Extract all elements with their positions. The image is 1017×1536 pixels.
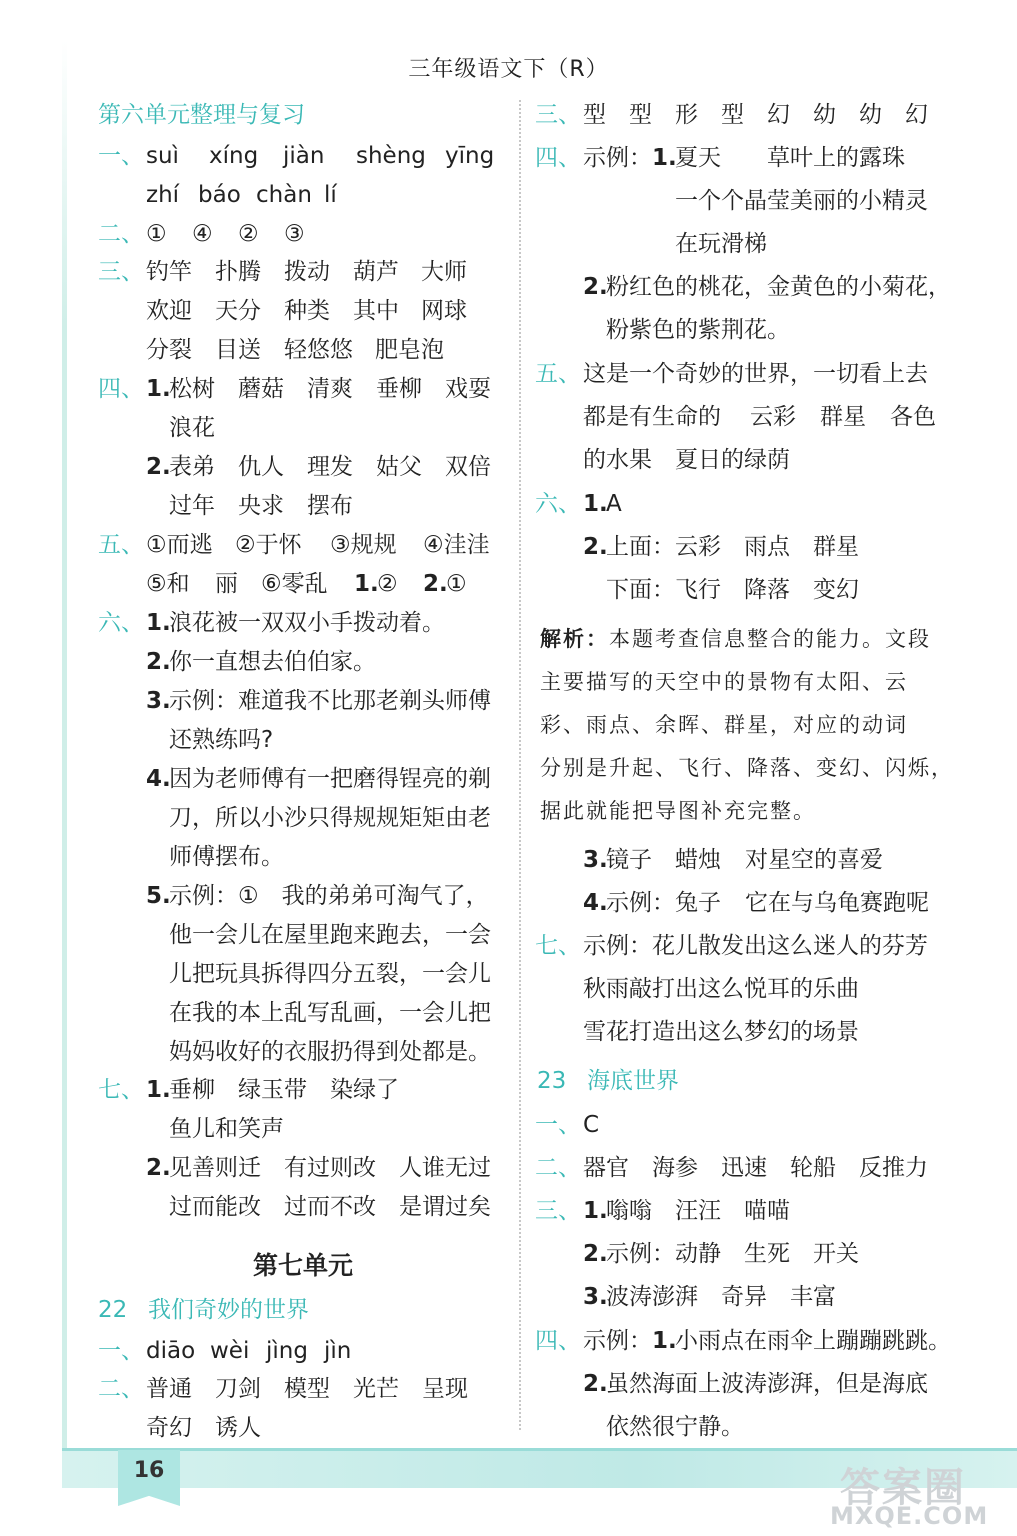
pinyin: wèi bbox=[210, 1338, 250, 1364]
char-answer: 幼 bbox=[813, 102, 836, 128]
analysis-label: 解析： bbox=[540, 627, 609, 651]
l23-s4-label: 四、 bbox=[535, 1328, 581, 1354]
pinyin: yīng bbox=[445, 143, 495, 169]
answer-text: 秋雨敲打出这么悦耳的乐曲 bbox=[583, 976, 859, 1002]
pinyin: suì bbox=[146, 143, 179, 169]
analysis-text: 主要描写的天空中的景物有太阳、云 bbox=[540, 670, 908, 694]
s4-label: 四、 bbox=[535, 145, 581, 171]
answer-item: ① bbox=[146, 221, 167, 247]
word: 海参 bbox=[652, 1155, 698, 1181]
answer-text: 的水果 bbox=[583, 447, 652, 473]
answer-item: ① bbox=[446, 571, 467, 597]
item-number: 2. bbox=[146, 1155, 171, 1181]
s7-label: 七、 bbox=[98, 1077, 144, 1103]
answer-text: 因为老师傅有一把磨得锃亮的剃 bbox=[169, 766, 491, 792]
word: 大师 bbox=[421, 259, 467, 285]
word: 普通 bbox=[146, 1376, 192, 1402]
answer-text: 妈妈收好的衣服扔得到处都是。 bbox=[169, 1039, 491, 1065]
answer-text: 降落 bbox=[744, 577, 790, 603]
s6-label: 六、 bbox=[98, 610, 144, 636]
pinyin: jiàn bbox=[283, 143, 325, 169]
answer-text: 夏天 bbox=[675, 145, 721, 171]
answer-text: 雪花打造出这么梦幻的场景 bbox=[583, 1019, 859, 1045]
char-answer: 型 bbox=[721, 102, 744, 128]
word: 天分 bbox=[215, 298, 261, 324]
item-number: 2. bbox=[423, 571, 448, 597]
idiom: 有过则改 bbox=[284, 1155, 376, 1181]
word: 丰富 bbox=[790, 1284, 836, 1310]
word: 奇异 bbox=[721, 1284, 767, 1310]
item-number: 1. bbox=[354, 571, 379, 597]
unit6-review-title: 第六单元整理与复习 bbox=[98, 102, 305, 128]
char-answer: 型 bbox=[629, 102, 652, 128]
answer-text: 变幻 bbox=[813, 577, 859, 603]
answer-text: 示例：① 我的弟弟可淘气了， bbox=[169, 883, 489, 909]
page-number: 16 bbox=[133, 1458, 165, 1483]
word: 浪花 bbox=[169, 415, 215, 441]
word: 垂柳 bbox=[169, 1077, 215, 1103]
word: 鱼儿和笑声 bbox=[169, 1116, 284, 1142]
word: 钓竿 bbox=[146, 259, 192, 285]
word: 呈现 bbox=[422, 1376, 468, 1402]
idiom: 过而不改 bbox=[284, 1194, 376, 1220]
answer-text: 刀，所以小沙只得规规矩矩由老 bbox=[169, 805, 491, 831]
word: 拨动 bbox=[284, 259, 330, 285]
item-number: 2. bbox=[583, 1371, 608, 1397]
word: 摆布 bbox=[307, 493, 353, 519]
page-left-frame bbox=[62, 40, 67, 1480]
s2-label: 二、 bbox=[98, 221, 144, 247]
answer-text: 浪花被一双双小手拨动着。 bbox=[169, 610, 445, 636]
word: 分裂 bbox=[146, 337, 192, 363]
item-number: 1. bbox=[583, 491, 608, 517]
answer-text: 儿把玩具拆得四分五裂，一会儿 bbox=[169, 961, 491, 987]
analysis-text: 分别是升起、飞行、降落、变幻、闪烁， bbox=[540, 756, 954, 780]
word: 网球 bbox=[421, 298, 467, 324]
analysis-text: 本题考查信息整合的能力。文段 bbox=[609, 627, 931, 651]
word: 轮船 bbox=[790, 1155, 836, 1181]
answer-text: 飞行 bbox=[675, 577, 721, 603]
idiom: 是谓过矣 bbox=[399, 1194, 491, 1220]
answer-item: 丽 bbox=[215, 571, 238, 597]
pinyin: diāo bbox=[146, 1338, 196, 1364]
answer-item: ③规规 bbox=[330, 532, 397, 558]
item-number: 3. bbox=[146, 688, 171, 714]
word: 刀剑 bbox=[215, 1376, 261, 1402]
word: 奇幻 bbox=[146, 1415, 192, 1441]
answer-text: 云彩 bbox=[750, 404, 796, 430]
char-answer: 形 bbox=[675, 102, 698, 128]
word: 绿玉带 bbox=[238, 1077, 307, 1103]
answer-text: 在玩滑梯 bbox=[675, 231, 767, 257]
word: 迅速 bbox=[721, 1155, 767, 1181]
footer-line bbox=[62, 1448, 1017, 1451]
pinyin: zhí bbox=[146, 182, 180, 208]
idiom: 过而能改 bbox=[169, 1194, 261, 1220]
l22-s2-label: 二、 bbox=[98, 1376, 144, 1402]
answer-text: 蜡烛 bbox=[675, 847, 721, 873]
item-number: 3. bbox=[583, 1284, 608, 1310]
analysis-text: 据此就能把导图补充完整。 bbox=[540, 799, 816, 823]
answer-text: 小雨点在雨伞上蹦蹦跳跳。 bbox=[675, 1328, 951, 1354]
unit7-title: 第七单元 bbox=[252, 1251, 353, 1280]
answer-item: ①而逃 bbox=[146, 532, 213, 558]
word: 双倍 bbox=[445, 454, 491, 480]
answer-text: C bbox=[583, 1112, 600, 1138]
word: 光芒 bbox=[353, 1376, 399, 1402]
s3-label: 三、 bbox=[535, 102, 581, 128]
item-number: 1. bbox=[652, 1328, 677, 1354]
word: 喵喵 bbox=[744, 1198, 790, 1224]
word: 反推力 bbox=[859, 1155, 928, 1181]
answer-text: 镜子 bbox=[606, 847, 652, 873]
answer-text: 对星空的喜爱 bbox=[745, 847, 883, 873]
word: 蘑菇 bbox=[238, 376, 284, 402]
word: 肥皂泡 bbox=[375, 337, 444, 363]
answer-text: 他一会儿在屋里跑来跑去，一会 bbox=[169, 922, 491, 948]
word: 示例：动静 bbox=[606, 1241, 721, 1267]
answer-text: 雨点 bbox=[744, 534, 790, 560]
item-number: 4. bbox=[146, 766, 171, 792]
answer-text: 粉红色的桃花，金黄色的小菊花， bbox=[606, 274, 951, 300]
answer-text: 在我的本上乱写乱画，一会儿把 bbox=[169, 1000, 491, 1026]
idiom: 人谁无过 bbox=[399, 1155, 491, 1181]
example-prefix: 示例： bbox=[583, 1328, 652, 1354]
l23-s2-label: 二、 bbox=[535, 1155, 581, 1181]
row-label: 上面： bbox=[606, 534, 675, 560]
word: 仇人 bbox=[238, 454, 284, 480]
char-answer: 型 bbox=[583, 102, 606, 128]
answer-text: 云彩 bbox=[675, 534, 721, 560]
column-divider bbox=[519, 100, 521, 1430]
item-number: 2. bbox=[583, 1241, 608, 1267]
word: 染绿了 bbox=[330, 1077, 399, 1103]
answer-item: ④ bbox=[192, 221, 213, 247]
watermark-text: 答案圈 bbox=[840, 1465, 966, 1511]
word: 松树 bbox=[169, 376, 215, 402]
word: 种类 bbox=[284, 298, 330, 324]
analysis-line bbox=[540, 624, 931, 654]
word: 表弟 bbox=[169, 454, 215, 480]
answer-text: 一个个晶莹美丽的小精灵 bbox=[675, 188, 928, 214]
answer-text: 示例：花儿散发出这么迷人的芬芳 bbox=[583, 933, 928, 959]
word: 理发 bbox=[307, 454, 353, 480]
answer-item: ⑥零乱 bbox=[261, 571, 328, 597]
answer-text: 还熟练吗? bbox=[169, 727, 274, 753]
item-number: 1. bbox=[652, 145, 677, 171]
answer-item: ②于怀 bbox=[235, 532, 302, 558]
item-number: 2. bbox=[146, 649, 171, 675]
item-number: 1. bbox=[583, 1198, 608, 1224]
pinyin: báo bbox=[198, 182, 241, 208]
answer-item: ④洼洼 bbox=[423, 532, 490, 558]
pinyin: jìn bbox=[324, 1338, 352, 1364]
word: 波涛澎湃 bbox=[606, 1284, 698, 1310]
word: 其中 bbox=[353, 298, 399, 324]
answer-text: 示例：难道我不比那老剃头师傅 bbox=[169, 688, 491, 714]
item-number: 1. bbox=[146, 1077, 171, 1103]
analysis-text: 彩、雨点、余晖、群星，对应的动词 bbox=[540, 713, 908, 737]
answer-text: 师傅摆布。 bbox=[169, 844, 284, 870]
word: 嗡嗡 bbox=[606, 1198, 652, 1224]
s7-label: 七、 bbox=[535, 933, 581, 959]
answer-text: 依然很宁静。 bbox=[606, 1414, 744, 1440]
answer-text: 虽然海面上波涛澎湃，但是海底 bbox=[606, 1371, 928, 1397]
l23-s3-label: 三、 bbox=[535, 1198, 581, 1224]
word: 垂柳 bbox=[376, 376, 422, 402]
char-answer: 幼 bbox=[859, 102, 882, 128]
lesson23-number: 23 bbox=[537, 1068, 567, 1094]
word: 戏耍 bbox=[445, 376, 491, 402]
word: 器官 bbox=[583, 1155, 629, 1181]
s4-label: 四、 bbox=[98, 376, 144, 402]
answer-text: 它在与乌龟赛跑呢 bbox=[745, 890, 929, 916]
pinyin: chàn bbox=[256, 182, 312, 208]
answer-item: ⑤和 bbox=[146, 571, 190, 597]
s3-label: 三、 bbox=[98, 259, 144, 285]
char-answer: 幻 bbox=[905, 102, 928, 128]
page-header: 三年级语文下（R） bbox=[408, 57, 609, 82]
word: 轻悠悠 bbox=[284, 337, 353, 363]
answer-text: 各色 bbox=[890, 404, 936, 430]
word: 葫芦 bbox=[353, 259, 399, 285]
answer-text: 粉紫色的紫荆花。 bbox=[606, 317, 790, 343]
s6-label: 六、 bbox=[535, 491, 581, 517]
lesson22-title: 我们奇妙的世界 bbox=[148, 1297, 309, 1323]
answer-text: 都是有生命的 bbox=[583, 404, 721, 430]
word: 生死 bbox=[744, 1241, 790, 1267]
word: 汪汪 bbox=[675, 1198, 721, 1224]
pinyin: shèng bbox=[356, 143, 426, 169]
l22-s1-label: 一、 bbox=[98, 1338, 144, 1364]
watermark-logo bbox=[820, 1456, 1010, 1532]
pinyin: jìng bbox=[266, 1338, 308, 1364]
word: 央求 bbox=[238, 493, 284, 519]
word: 欢迎 bbox=[146, 298, 192, 324]
answer-item: ③ bbox=[284, 221, 305, 247]
l23-s1-label: 一、 bbox=[535, 1112, 581, 1138]
word: 姑父 bbox=[376, 454, 422, 480]
example-prefix: 示例： bbox=[583, 145, 652, 171]
item-number: 1. bbox=[146, 376, 171, 402]
word: 目送 bbox=[215, 337, 261, 363]
char-answer: 幻 bbox=[767, 102, 790, 128]
answer-text: 你一直想去伯伯家。 bbox=[169, 649, 376, 675]
s1-label: 一、 bbox=[98, 143, 144, 169]
answer-text: 这是一个奇妙的世界，一切看上去 bbox=[583, 361, 928, 387]
answer-text: 夏日的绿荫 bbox=[675, 447, 790, 473]
lesson22-number: 22 bbox=[98, 1297, 128, 1323]
answer-item: ② bbox=[377, 571, 398, 597]
word: 清爽 bbox=[307, 376, 353, 402]
pinyin: xíng bbox=[209, 143, 259, 169]
word: 开关 bbox=[813, 1241, 859, 1267]
answer-item: ② bbox=[238, 221, 259, 247]
item-number: 5. bbox=[146, 883, 171, 909]
answer-text: 群星 bbox=[813, 534, 859, 560]
word: 模型 bbox=[284, 1376, 330, 1402]
lesson23-title: 海底世界 bbox=[587, 1068, 679, 1094]
item-number: 1. bbox=[146, 610, 171, 636]
s5-label: 五、 bbox=[535, 361, 581, 387]
answer-text: 草叶上的露珠 bbox=[767, 145, 905, 171]
s5-label: 五、 bbox=[98, 532, 144, 558]
row-label: 下面： bbox=[606, 577, 675, 603]
idiom: 见善则迁 bbox=[169, 1155, 261, 1181]
item-number: 2. bbox=[583, 274, 608, 300]
word: 扑腾 bbox=[215, 259, 261, 285]
item-number: 3. bbox=[583, 847, 608, 873]
answer-text: 群星 bbox=[820, 404, 866, 430]
word: 诱人 bbox=[215, 1415, 261, 1441]
item-number: 2. bbox=[146, 454, 171, 480]
answer-text: 示例：兔子 bbox=[606, 890, 721, 916]
pinyin: lí bbox=[324, 182, 337, 208]
watermark-url: MXQE.COM bbox=[830, 1502, 989, 1530]
item-number: 4. bbox=[583, 890, 608, 916]
answer-text: A bbox=[606, 491, 622, 517]
item-number: 2. bbox=[583, 534, 608, 560]
word: 过年 bbox=[169, 493, 215, 519]
